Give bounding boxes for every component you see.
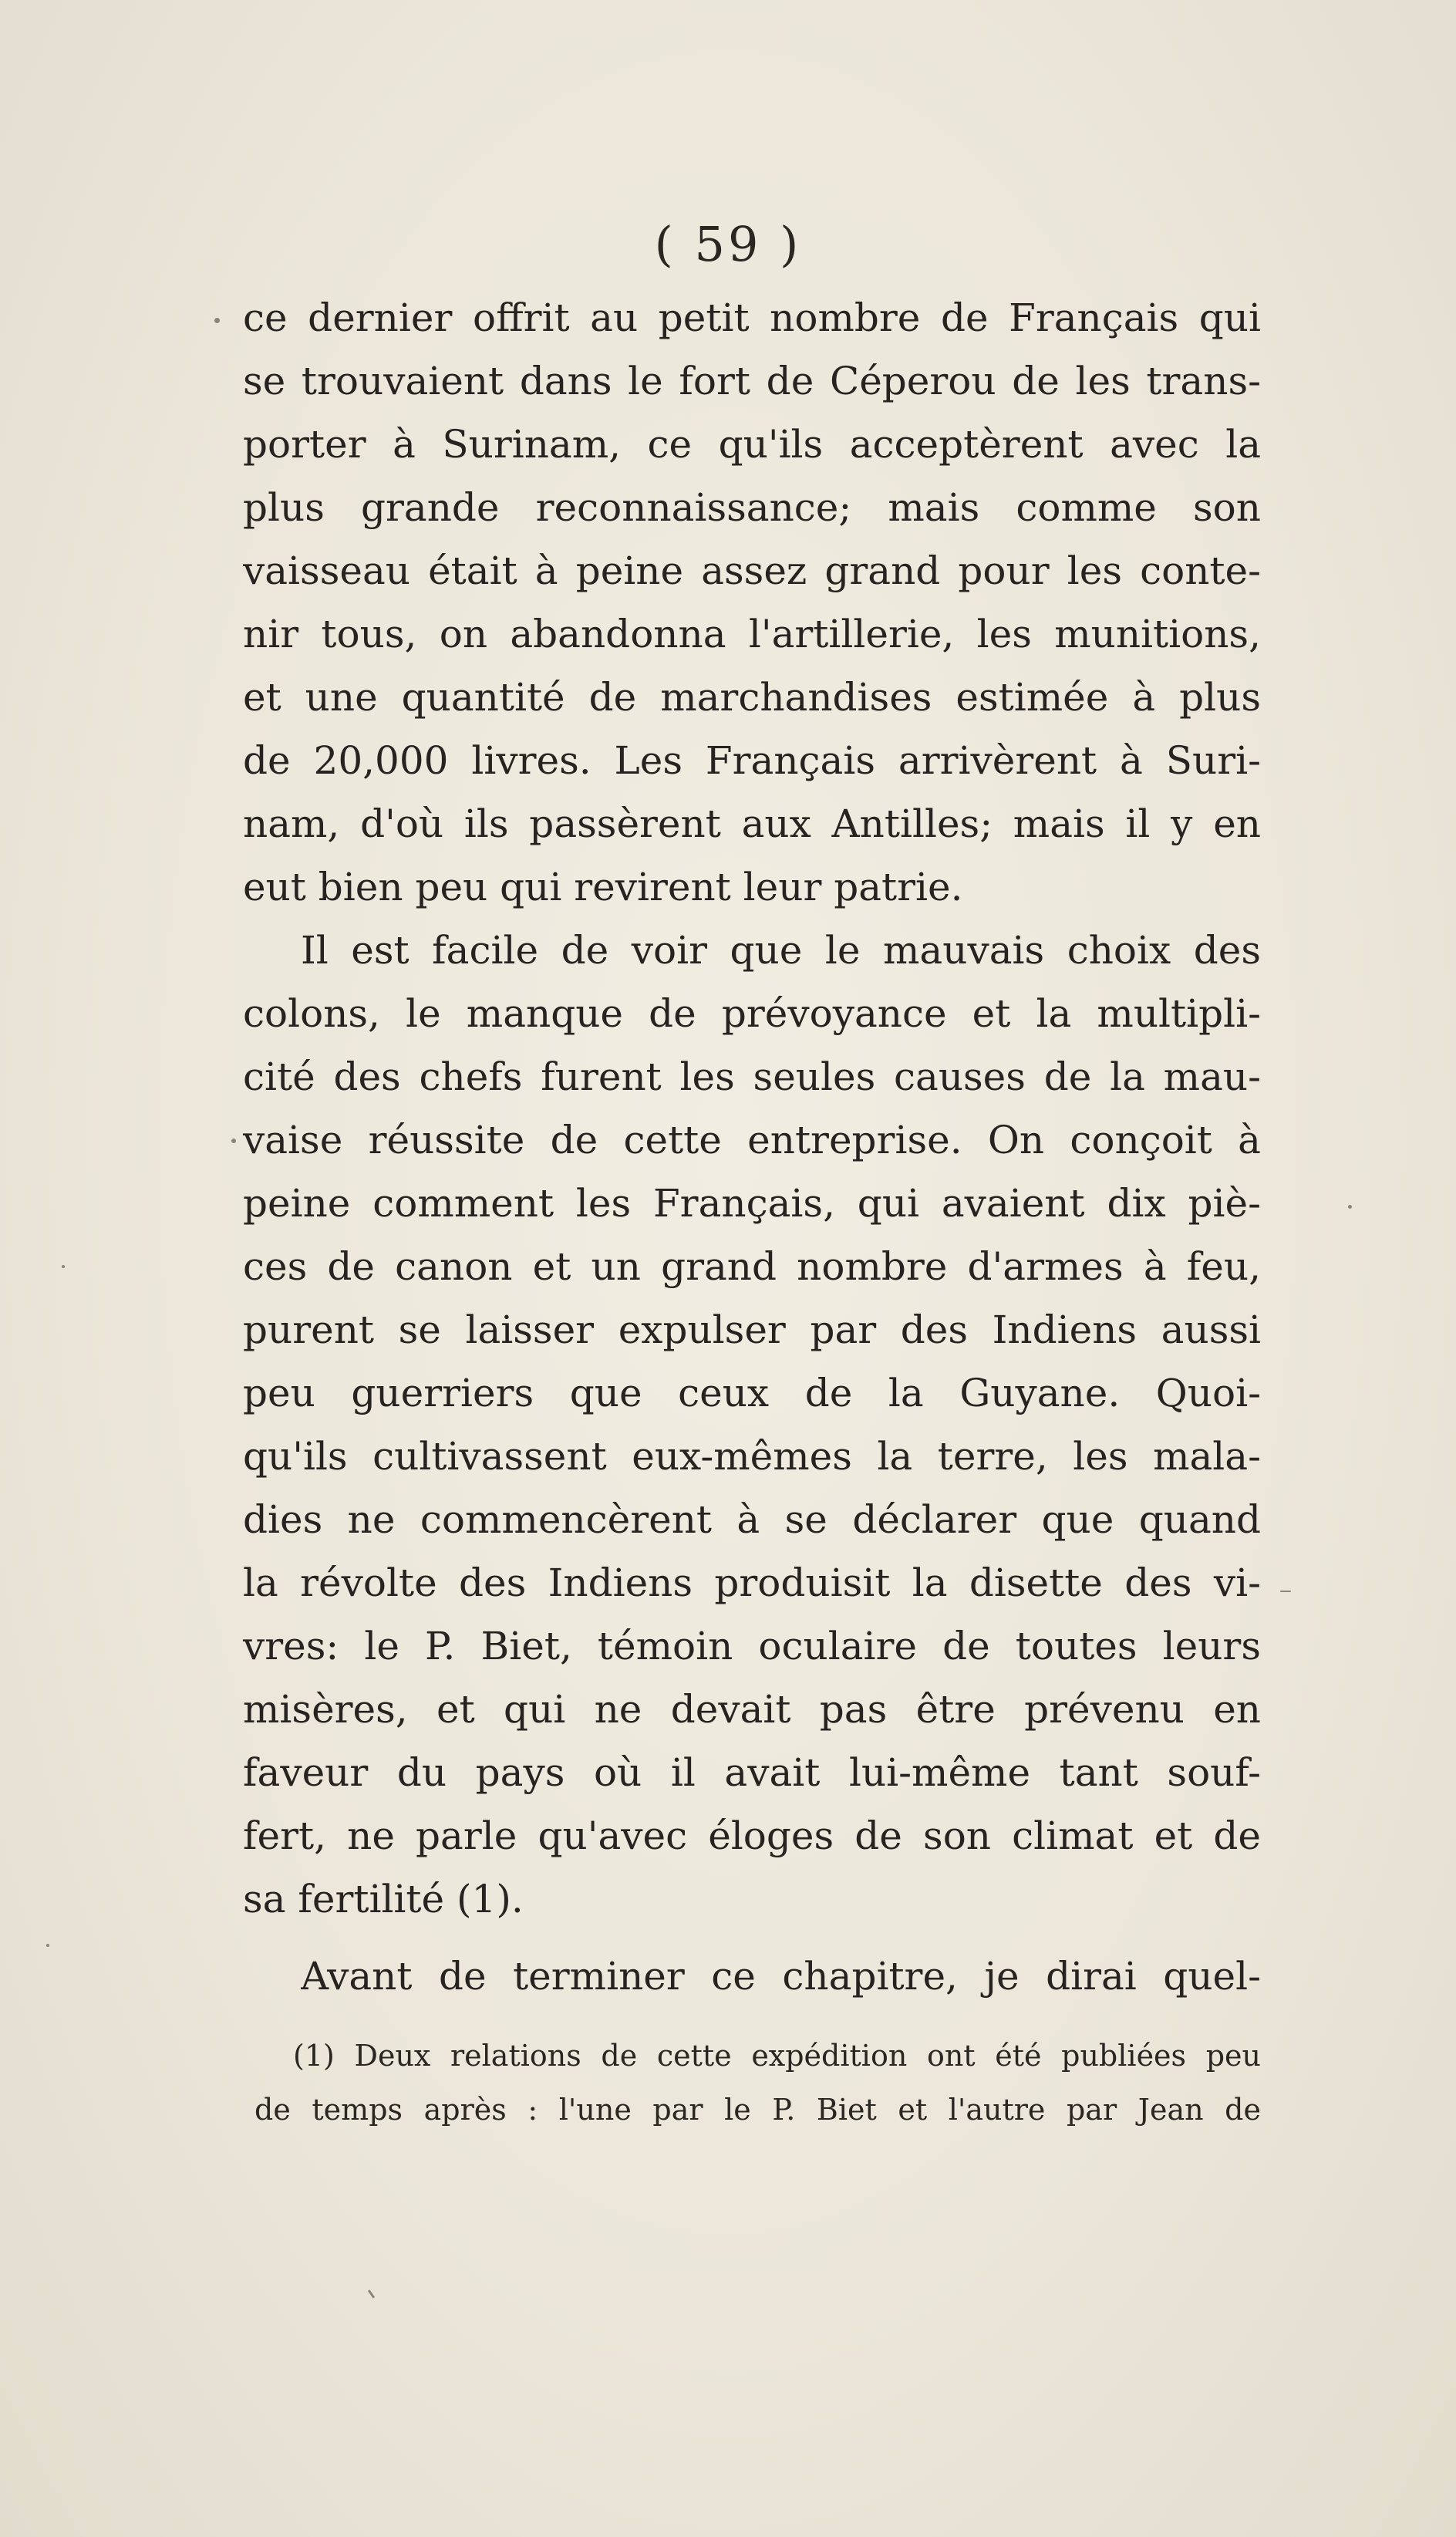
body-line: peu guerriers que ceux de la Guyane. Quoi- <box>243 1371 1261 1415</box>
body-line: faveur du pays où il avait lui-même tant souf- <box>243 1750 1261 1795</box>
ink-speck <box>231 1139 236 1143</box>
ink-speck <box>1348 1205 1352 1209</box>
body-line: purent se laisser expulser par des Indiens aussi <box>243 1307 1261 1352</box>
body-line: de 20,000 livres. Les Français arrivèrent à Suri- <box>243 738 1261 783</box>
body-line: la révolte des Indiens produisit la disette des vi- <box>243 1560 1261 1605</box>
body-line: sa fertilité (1). <box>243 1877 524 1921</box>
body-line: cité des chefs furent les seules causes de la mau- <box>243 1054 1261 1099</box>
body-line: colons, le manque de prévoyance et la multipli- <box>243 991 1261 1036</box>
body-line: vaise réussite de cette entreprise. On conçoit à <box>243 1118 1261 1162</box>
ink-speck <box>62 1265 65 1268</box>
body-line: eut bien peu qui revirent leur patrie. <box>243 865 963 909</box>
body-line: ce dernier offrit au petit nombre de Français qui <box>243 295 1261 340</box>
ink-speck <box>214 318 220 323</box>
body-line: porter à Surinam, ce qu'ils acceptèrent avec la <box>243 422 1261 467</box>
body-line: vaisseau était à peine assez grand pour les conte- <box>243 548 1261 593</box>
body-line: Il est facile de voir que le mauvais choix des <box>301 928 1261 973</box>
body-line: nam, d'où ils passèrent aux Antilles; mais il y en <box>243 801 1261 846</box>
body-line: fert, ne parle qu'avec éloges de son climat et de <box>243 1813 1261 1858</box>
body-line: peine comment les Français, qui avaient dix piè- <box>243 1181 1261 1226</box>
ink-speck <box>46 1944 49 1947</box>
body-line: misères, et qui ne devait pas être prévenu en <box>243 1687 1261 1732</box>
body-line: plus grande reconnaissance; mais comme son <box>243 485 1261 530</box>
ink-speck <box>368 2289 375 2299</box>
body-line: qu'ils cultivassent eux-mêmes la terre, les mala- <box>243 1434 1261 1479</box>
body-line: nir tous, on abandonna l'artillerie, les munitions, <box>243 612 1261 656</box>
body-line: dies ne commencèrent à se déclarer que quand <box>243 1497 1261 1542</box>
body-line: et une quantité de marchandises estimée à plus <box>243 675 1261 720</box>
footnote-line: (1) Deux relations de cette expédition ont été publiées peu <box>293 2039 1261 2073</box>
page-number: ( 59 ) <box>654 216 802 272</box>
footnote-line: de temps après : l'une par le P. Biet et l'autre par Jean de <box>254 2093 1261 2127</box>
ink-speck <box>1280 1591 1291 1592</box>
body-line: ces de canon et un grand nombre d'armes à feu, <box>243 1244 1261 1289</box>
body-line: se trouvaient dans le fort de Céperou de les trans- <box>243 359 1261 403</box>
body-line: Avant de terminer ce chapitre, je dirai quel- <box>301 1954 1261 1999</box>
body-line: vres: le P. Biet, témoin oculaire de toutes leurs <box>243 1624 1261 1668</box>
